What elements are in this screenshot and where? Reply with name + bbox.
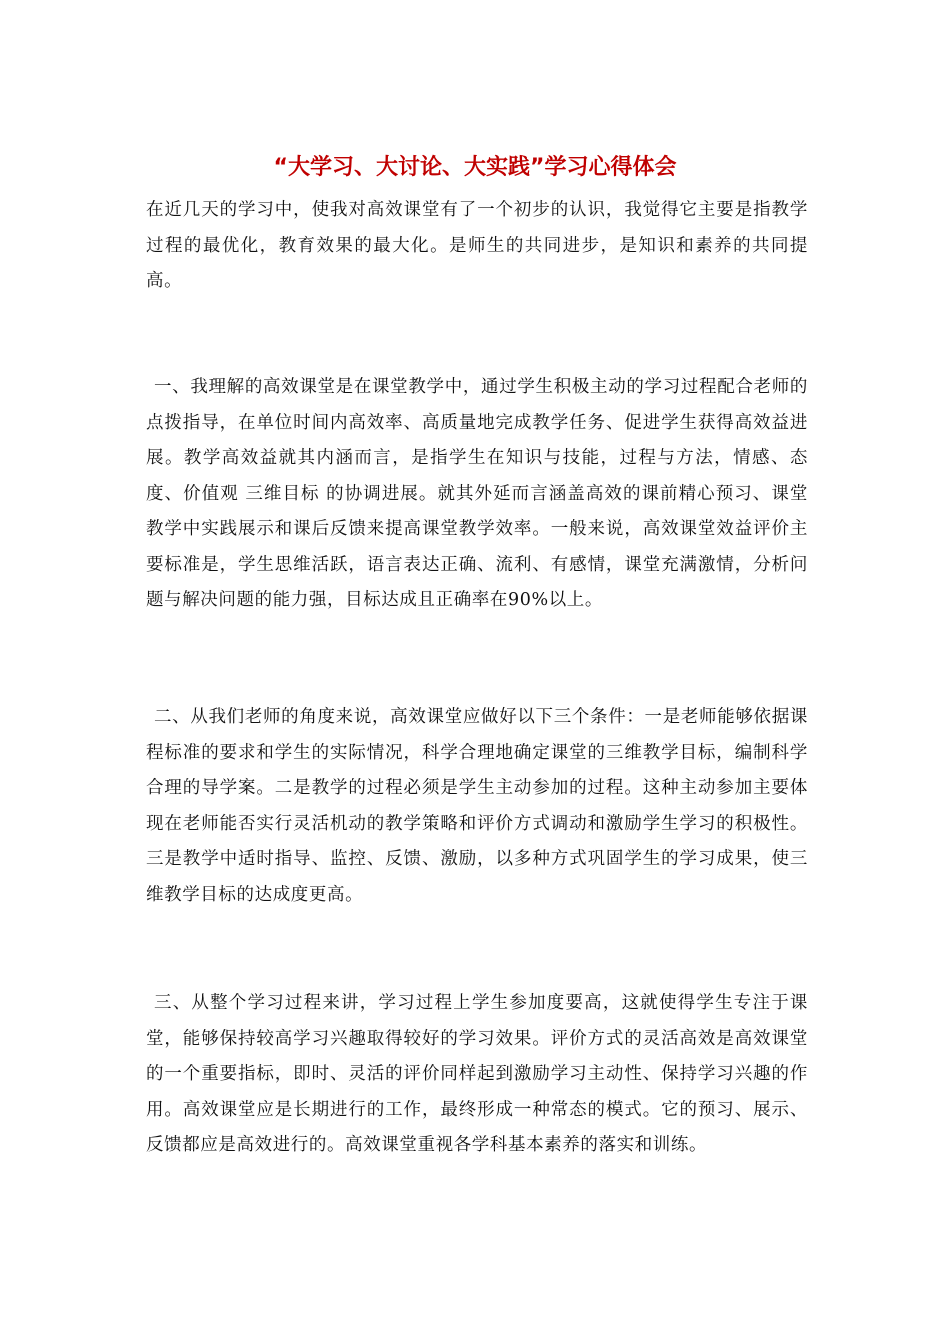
paragraph-intro: 在近几天的学习中，使我对高效课堂有了一个初步的认识，我觉得它主要是指教学过程的最优化，教育效果的最大化。是师生的共同进步，是知识和素养的共同提高。: [146, 200, 808, 291]
paragraph-point-two: 二、从我们老师的角度来说，高效课堂应做好以下三个条件：一是老师能够依据课程标准的要求和学生的实际情况，科学合理地确定课堂的三维教学目标，编制科学合理的导学案。二是教学的过程必须是学生主动参加的过程。这种主动参加主要体现在老师能否实行灵活机动的教学策略和评价方式调动和激励学生学习的积极性。三是教学中适时指导、监控、反馈、激励，以多种方式巩固学生的学习成果，使三维教学目标的达成度更高。: [146, 707, 808, 905]
document-title: “大学习、大讨论、大实践”学习心得体会: [273, 155, 677, 180]
paragraph-point-three: 三、从整个学习过程来讲，学习过程上学生参加度要高，这就使得学生专注于课堂，能够保持较高学习兴趣取得较好的学习效果。评价方式的灵活高效是高效课堂的一个重要指标，即时、灵活的评价同样起到激励学习主动性、保持学习兴趣的作用。高效课堂应是长期进行的工作，最终形成一种常态的模式。它的预习、展示、反馈都应是高效进行的。高效课堂重视各学科基本素养的落实和训练。: [146, 993, 808, 1155]
paragraph-point-one: 一、我理解的高效课堂是在课堂教学中，通过学生积极主动的学习过程配合老师的点拨指导，在单位时间内高效率、高质量地完成教学任务、促进学生获得高效益进展。教学高效益就其内涵而言，是指学生在知识与技能，过程与方法，情感、态度、价值观 三维目标 的协调进展。就其外延而言涵盖高效的课前精心预习、课堂教学中实践展示和课后反馈来提高课堂教学效率。一般来说，高效课堂效益评价主要标准是，学生思维活跃，语言表达正确、流利、有感情，课堂充满激情，分析问题与解决问题的能力强，目标达成且正确率在90%以上。: [146, 377, 808, 610]
